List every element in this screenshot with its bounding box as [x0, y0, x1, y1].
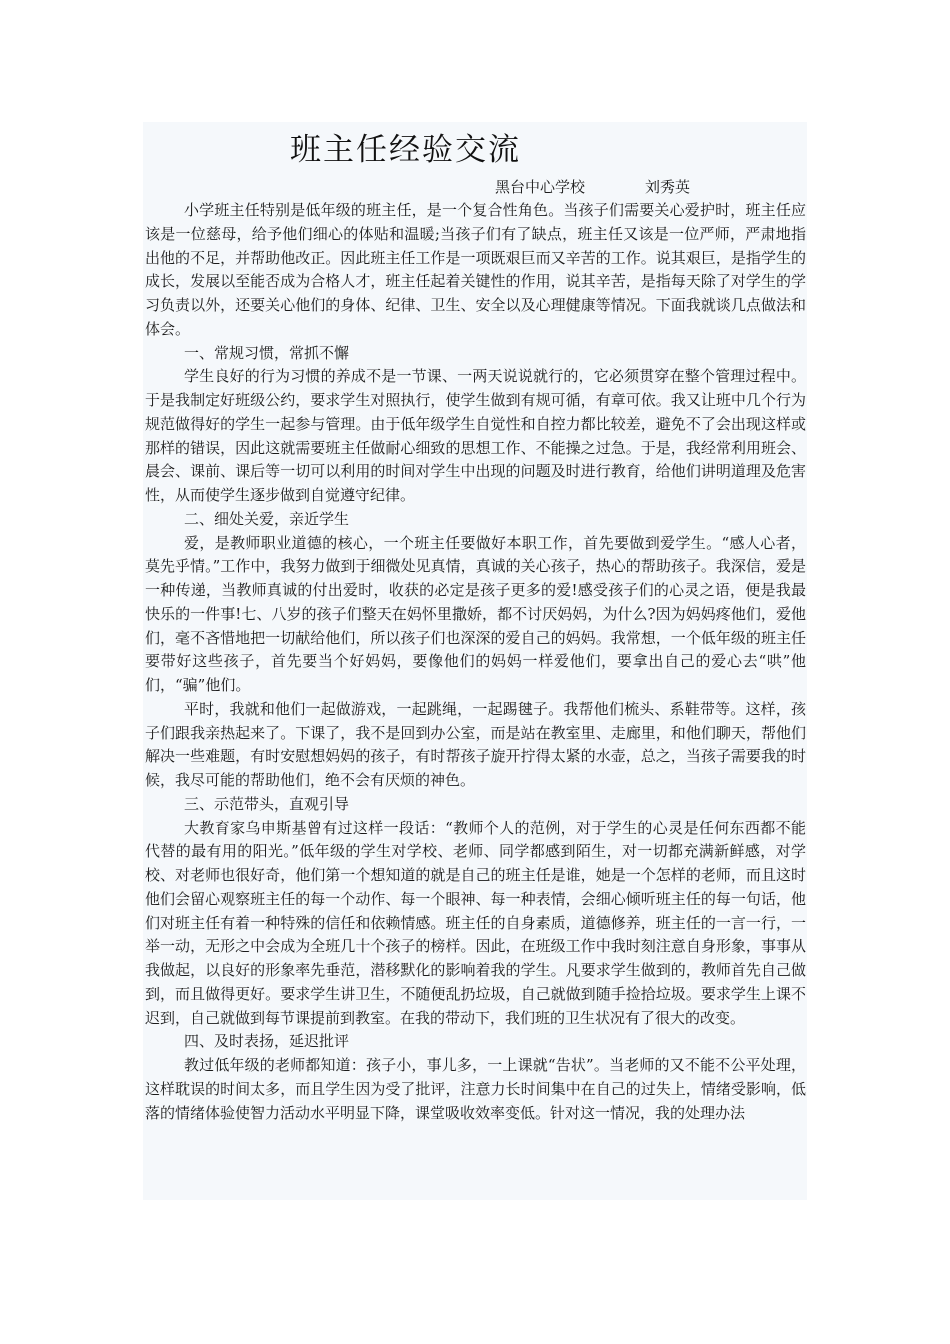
- byline: [495, 177, 690, 197]
- paragraph: 学生良好的行为习惯的养成不是一节课、一两天说说就行的，它必须贯穿在整个管理过程中。于是我制定好班级公约，要求学生对照执行，使学生做到有规可循，有章可依。我又让班中几个行为规范做得好的学生一起参与管理。由于低年级学生自觉性和自控力都比较差，避免不了会出现这样或那样的错误，因此这就需要班主任做耐心细致的思想工作、不能操之过急。于是，我经常利用班会、晨会、课前、课后等一切可以利用的时间对学生中出现的问题及时进行教育，给他们讲明道理及危害性，从而使学生逐步做到自觉遵守纪律。: [145, 367, 806, 504]
- paragraph: 平时，我就和他们一起做游戏，一起跳绳，一起踢毽子。我帮他们梳头、系鞋带等。这样，孩子们跟我亲热起来了。下课了，我不是回到办公室，而是站在教室里、走廊里，和他们聊天，帮他们解决一些难题，有时安慰想妈妈的孩子，有时帮孩子旋开拧得太紧的水壶，总之，当孩子需要我的时候，我尽可能的帮助他们，绝不会有厌烦的神色。: [145, 699, 806, 789]
- paragraph-intro: 小学班主任特别是低年级的班主任，是一个复合性角色。当孩子们需要关心爱护时，班主任应该是一位慈母，给予他们细心的体贴和温暖;当孩子们有了缺点，班主任又该是一位严师，严肃地指出他的不足，并帮助他改正。因此班主任工作是一项既艰巨而又辛苦的工作。说其艰巨，是指学生的成长，发展以至能否成为合格人才，班主任起着关键性的作用，说其辛苦，是指每天除了对学生的学习负责以外，还要关心他们的身体、纪律、卫生、安全以及心理健康等情况。下面我就谈几点做法和体会。: [145, 201, 806, 338]
- section-heading-4: 四、及时表扬，延迟批评: [184, 1032, 350, 1051]
- document-title: 班主任经验交流: [290, 132, 521, 168]
- paragraph: 教过低年级的老师都知道：孩子小，事儿多，一上课就“告状”。当老师的又不能不公平处理，这样耽误的时间太多，而且学生因为受了批评，注意力长时间集中在自己的过失上，情绪受影响，低落的情绪体验使智力活动水平明显下降，课堂吸收效率变低。针对这一情况，我的处理办法: [145, 1056, 806, 1122]
- school-name: 黑台中心学校: [495, 178, 586, 196]
- section-heading-1: 一、常规习惯，常抓不懈: [184, 343, 350, 362]
- paragraph: 爱，是教师职业道德的核心，一个班主任要做好本职工作，首先要做到爱学生。“感人心者，莫先乎情。”工作中，我努力做到于细微处见真情，真诚的关心孩子，热心的帮助孩子。我深信，爱是一种传递，当教师真诚的付出爱时，收获的必定是孩子更多的爱!感受孩子们的心灵之语，便是我最快乐的一件事!七、八岁的孩子们整天在妈怀里撒娇，都不讨厌妈妈，为什么?因为妈妈疼他们，爱他们，毫不吝惜地把一切献给他们，所以孩子们也深深的爱自己的妈妈。我常想，一个低年级的班主任要带好这些孩子，首先要当个好妈妈，要像他们的妈妈一样爱他们，要拿出自己的爱心去“哄”他们，“骗”他们。: [145, 533, 806, 694]
- document-body: [145, 199, 806, 1125]
- author-name: 刘秀英: [645, 178, 691, 196]
- paragraph: 大教育家乌申斯基曾有过这样一段话：“教师个人的范例，对于学生的心灵是任何东西都不能代替的最有用的阳光。”低年级的学生对学校、老师、同学都感到陌生，对一切都充满新鲜感，对学校、对老师也很好奇，他们第一个想知道的就是自己的班主任是谁，她是一个怎样的老师，而且这时他们会留心观察班主任的每一个动作、每一个眼神、每一种表情，会细心倾听班主任的每一句话，他们对班主任有着一种特殊的信任和依赖情感。班主任的自身素质，道德修养，班主任的一言一行，一举一动，无形之中会成为全班几十个孩子的榜样。因此，在班级工作中我时刻注意自身形象，事事从我做起，以良好的形象率先垂范，潜移默化的影响着我的学生。凡要求学生做到的，教师首先自己做到，而且做得更好。要求学生讲卫生，不随便乱扔垃圾，自己就做到随手捡拾垃圾。要求学生上课不迟到，自己就做到每节课提前到教室。在我的带动下，我们班的卫生状况有了很大的改变。: [145, 818, 806, 1027]
- section-heading-3: 三、示范带头，直观引导: [184, 794, 350, 813]
- section-heading-2: 二、细处关爱，亲近学生: [184, 509, 350, 528]
